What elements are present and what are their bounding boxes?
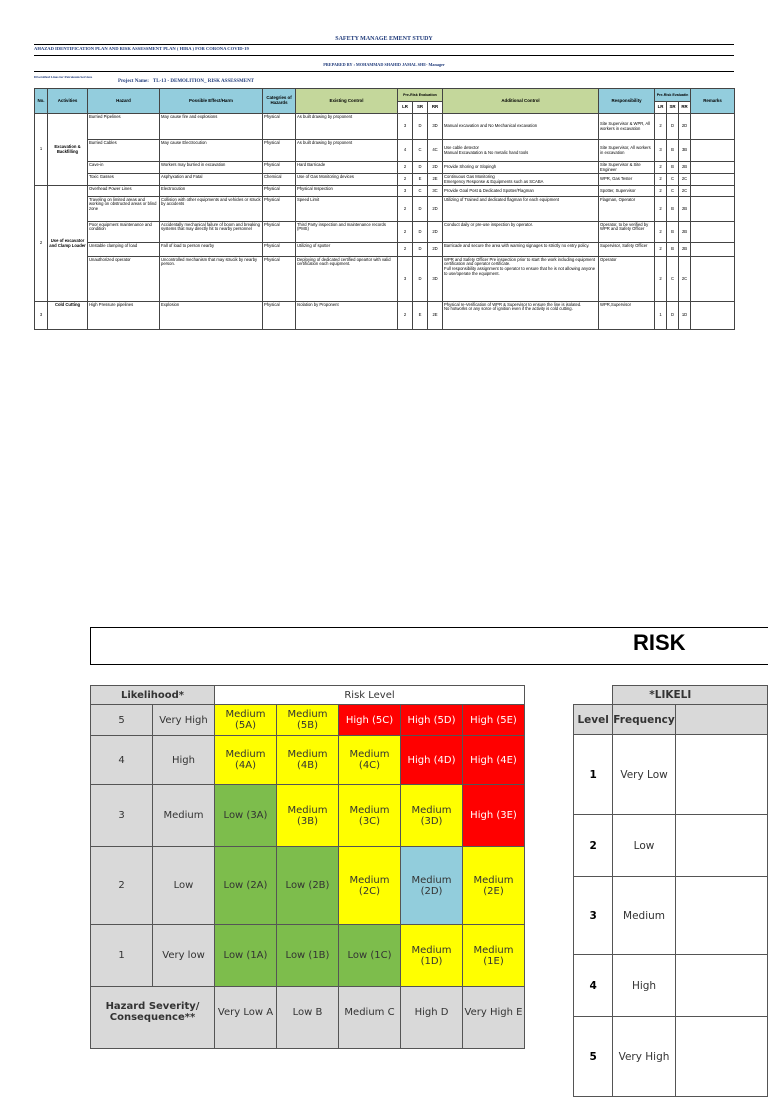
risk-cell: Low (2B) [277, 847, 339, 925]
category-cell: Physical [263, 162, 296, 174]
freq-description [675, 735, 767, 815]
remarks-cell [691, 302, 735, 330]
category-cell: Physical [263, 257, 296, 302]
category-cell: Physical [263, 302, 296, 330]
post-sr-cell: C [667, 186, 679, 197]
company-name: Diversified Lines for Petroleum Services [34, 75, 93, 79]
responsibility-cell: Spotter, Supervisor [599, 186, 655, 197]
lr-cell: 2 [398, 243, 413, 257]
freq-frequency: Very High [613, 1017, 675, 1097]
matrix-row [91, 925, 525, 987]
risk-cell: Low (1C) [339, 925, 401, 987]
project-name: TL-13 - DEMOLITION_ RISK ASSESSMENT [152, 79, 255, 84]
additional-control-cell: Continuous Gas Monitoring Emergency Response & Equipments such as SCABA [443, 174, 599, 186]
risk-cell: High (5D) [401, 705, 463, 736]
additional-control-cell: Utilizing of Trained and dedicated flagman for each equipment [443, 197, 599, 222]
hazard-cell: Unstable clamping of load [88, 243, 160, 257]
activity-number: 2 [35, 186, 48, 302]
additional-control-cell: Conduct daily or pre-use inspection by operator. [443, 222, 599, 243]
activity-name: Cold Cutting [48, 302, 88, 330]
sr-cell: D [413, 162, 428, 174]
freq-header-row [574, 705, 768, 735]
hazard-cell: High Pressure pipelines [88, 302, 160, 330]
matrix-header-row [91, 686, 525, 705]
level-header: Level [574, 705, 613, 735]
existing-control-cell: Physical Inspection [296, 186, 398, 197]
rr-cell: 2D [428, 197, 443, 222]
hazard-cell: Burried Pipelines [88, 114, 160, 140]
risk-cell: Low (1A) [215, 925, 277, 987]
severity-cell: Very Low A [215, 987, 277, 1049]
freq-level: 2 [574, 815, 613, 877]
effect-cell: Accidentally mechanical failure of boom and breaking systems that may directly hit to nearby personnel [160, 222, 263, 243]
freq-level: 5 [574, 1017, 613, 1097]
post-rr-cell: 2B [679, 197, 691, 222]
risk-cell: Medium (1D) [401, 925, 463, 987]
divider [34, 55, 734, 56]
category-cell: Physical [263, 243, 296, 257]
post-rr-cell: 3B [679, 140, 691, 162]
table-row [35, 140, 735, 162]
freq-frequency: Low [613, 815, 675, 877]
effect-cell: Fall of load to person nearby [160, 243, 263, 257]
effect-cell: Workers may burried in excavation [160, 162, 263, 174]
remarks-cell [691, 186, 735, 197]
risk-cell: Low (3A) [215, 785, 277, 847]
effect-cell: Asphyxation and Fatal [160, 174, 263, 186]
freq-row [574, 815, 768, 877]
post-lr-cell: 2 [655, 222, 667, 243]
category-cell: Physical [263, 186, 296, 197]
sr-cell: C [413, 140, 428, 162]
matrix-row [91, 847, 525, 925]
table-row [35, 114, 735, 140]
risk-cell: High (5C) [339, 705, 401, 736]
rr-cell: 2D [428, 243, 443, 257]
sr-cell: D [413, 114, 428, 140]
responsibility-cell: Operator [599, 257, 655, 302]
hazard-cell: Overhead Power Lines [88, 186, 160, 197]
post-lr-cell: 2 [655, 243, 667, 257]
rr-cell: 3D [428, 114, 443, 140]
lr-cell: 2 [398, 302, 413, 330]
hazard-cell: Burried Cables [88, 140, 160, 162]
lr-cell: 2 [398, 222, 413, 243]
post-lr-cell: 2 [655, 162, 667, 174]
freq-row [574, 877, 768, 955]
sr-cell: D [413, 197, 428, 222]
effect-cell: May cause Electrocution [160, 140, 263, 162]
risk-cell: Medium (4A) [215, 736, 277, 785]
severity-label: Hazard Severity/ Consequence** [91, 987, 215, 1049]
freq-title-row [574, 686, 768, 705]
category-cell: Physical [263, 197, 296, 222]
sr-cell: C [413, 186, 428, 197]
lr-cell: 3 [398, 257, 413, 302]
hazard-cell: Traveling on limited areas and working on obstructed areas or blind zone [88, 197, 160, 222]
col-existing: Existing Control [296, 89, 398, 114]
severity-cell: High D [401, 987, 463, 1049]
category-cell: Physical [263, 222, 296, 243]
col-responsibility: Responsibility [599, 89, 655, 114]
responsibility-cell: Site Supervisor & Site Engineer [599, 162, 655, 174]
additional-control-cell: Manual excavation and No Mechanical excavation [443, 114, 599, 140]
freq-blank-cell [675, 705, 767, 735]
freq-level: 3 [574, 877, 613, 955]
responsibility-cell: WPR, Gas Tester [599, 174, 655, 186]
table-row [35, 222, 735, 243]
post-rr-cell: 1D [679, 302, 691, 330]
col-remarks: Remarks [691, 89, 735, 114]
effect-cell: Electrocution [160, 186, 263, 197]
activity-name: Excavation & Backfilling [48, 114, 88, 186]
category-cell: Physical [263, 114, 296, 140]
risk-cell: High (4E) [463, 736, 525, 785]
risk-cell: High (4D) [401, 736, 463, 785]
existing-control-cell: As built drawing by proponent [296, 140, 398, 162]
remarks-cell [691, 114, 735, 140]
post-lr-cell: 1 [655, 302, 667, 330]
rr-cell: 4C [428, 140, 443, 162]
risk-cell: Medium (2E) [463, 847, 525, 925]
risk-level-header: Risk Level [215, 686, 525, 705]
effect-cell: Explosion [160, 302, 263, 330]
document-title: SAFETY MANAGE EMENT STUDY [335, 36, 433, 42]
risk-cell: High (5E) [463, 705, 525, 736]
additional-control-cell: Physical re-Verification of WPR & Supervisor to ensure the line is isolated. No hotworks or any sorce of ignition even if the activity is cold cutting. [443, 302, 599, 330]
col-effect: Possible Effect/Harm [160, 89, 263, 114]
existing-control-cell: Isolation by Proponent [296, 302, 398, 330]
post-sr-cell: B [667, 243, 679, 257]
additional-control-cell: Barricade and secure the area with warning signages to strictly no entry policy. [443, 243, 599, 257]
likelihood-table-title: *LIKELI [613, 686, 768, 705]
risk-cell: Low (2A) [215, 847, 277, 925]
likelihood-table [573, 685, 768, 1097]
rr-cell: 2E [428, 302, 443, 330]
likelihood-number: 2 [91, 847, 153, 925]
freq-description [675, 1017, 767, 1097]
post-lr-cell: 2 [655, 197, 667, 222]
col-sr: SR [413, 102, 428, 114]
post-rr-cell: 2B [679, 162, 691, 174]
responsibility-cell: Site Supervisor, All workers in excavation [599, 140, 655, 162]
col-rr: RR [428, 102, 443, 114]
post-sr-cell: B [667, 222, 679, 243]
freq-description [675, 955, 767, 1017]
matrix-row [91, 705, 525, 736]
lr-cell: 2 [398, 174, 413, 186]
post-lr-cell: 3 [655, 140, 667, 162]
post-rr-cell: 2D [679, 114, 691, 140]
sr-cell: D [413, 257, 428, 302]
lr-cell: 2 [398, 162, 413, 174]
col-category: Categries of Hazards [263, 89, 296, 114]
lr-cell: 4 [398, 140, 413, 162]
risk-cell: Medium (3D) [401, 785, 463, 847]
post-rr-cell: 2B [679, 243, 691, 257]
remarks-cell [691, 174, 735, 186]
likelihood-header: Likelihood* [91, 686, 215, 705]
rr-cell: 2E [428, 174, 443, 186]
table-row [35, 162, 735, 174]
effect-cell: May cause fire and explosions [160, 114, 263, 140]
post-lr-cell: 2 [655, 257, 667, 302]
likelihood-label: High [153, 736, 215, 785]
hazard-cell: Poor equipment maintenance and condition [88, 222, 160, 243]
freq-row [574, 735, 768, 815]
risk-matrix [90, 685, 525, 1049]
additional-control-cell: Provide Goal Post & Dedicated Spotter/Flagman [443, 186, 599, 197]
project-line [118, 79, 254, 84]
table-row [35, 197, 735, 222]
remarks-cell [691, 243, 735, 257]
freq-description [675, 877, 767, 955]
sr-cell: D [413, 222, 428, 243]
risk-cell: Medium (2C) [339, 847, 401, 925]
remarks-cell [691, 162, 735, 174]
freq-frequency: Medium [613, 877, 675, 955]
freq-frequency: High [613, 955, 675, 1017]
likelihood-label: Low [153, 847, 215, 925]
col-post-lr: LR [655, 102, 667, 114]
likelihood-label: Medium [153, 785, 215, 847]
responsibility-cell: WPR,Supervisor [599, 302, 655, 330]
freq-row [574, 955, 768, 1017]
severity-cell: Low B [277, 987, 339, 1049]
post-rr-cell: 2C [679, 257, 691, 302]
likelihood-number: 1 [91, 925, 153, 987]
lr-cell: 2 [398, 197, 413, 222]
hira-table [34, 88, 735, 330]
risk-title: RISK [633, 630, 686, 655]
activity-number: 3 [35, 302, 48, 330]
category-cell: Chemical [263, 174, 296, 186]
hazard-cell: Toxic Gasses [88, 174, 160, 186]
sr-cell: D [413, 243, 428, 257]
post-rr-cell: 2C [679, 174, 691, 186]
frequency-header: Frequency [613, 705, 675, 735]
hazard-cell: Unauthorized operator [88, 257, 160, 302]
additional-control-cell: Use cable detector Manual Excavatation & No metalic hand tools [443, 140, 599, 162]
remarks-cell [691, 140, 735, 162]
rr-cell: 3D [428, 257, 443, 302]
responsibility-cell: Flagman, Operator [599, 197, 655, 222]
lr-cell: 3 [398, 114, 413, 140]
existing-control-cell: As built drawing by proponent [296, 114, 398, 140]
rr-cell: 2D [428, 222, 443, 243]
col-pre-risk: Pre-Risk Evaluation [398, 89, 443, 102]
col-lr: LR [398, 102, 413, 114]
responsibility-cell: Supervisor, Safety Officer [599, 243, 655, 257]
likelihood-number: 5 [91, 705, 153, 736]
post-lr-cell: 2 [655, 186, 667, 197]
risk-cell: Medium (3C) [339, 785, 401, 847]
responsibility-cell: Operator, to be verified by WPR and Safety Officer [599, 222, 655, 243]
existing-control-cell: Speed Limit [296, 197, 398, 222]
col-post-risk: Pre-Risk Evaluatin [655, 89, 691, 102]
col-activities: Activities [48, 89, 88, 114]
likelihood-label: Very High [153, 705, 215, 736]
activity-name: Use of excavator and Clamp Loader [48, 186, 88, 302]
document-subtitle: AHAZAD IDENTIFICATION PLAN AND RISK ASSESSMENT PLAN ( HIRA ) FOR CORONA COVID-19 [34, 46, 249, 51]
freq-frequency: Very Low [613, 735, 675, 815]
col-additional: Additional Control [443, 89, 599, 114]
rr-cell: 3C [428, 186, 443, 197]
existing-control-cell: Hard Barricade [296, 162, 398, 174]
matrix-row [91, 736, 525, 785]
severity-cell: Very High E [463, 987, 525, 1049]
risk-cell: Medium (1E) [463, 925, 525, 987]
post-lr-cell: 2 [655, 114, 667, 140]
existing-control-cell: Utilizing of spotter [296, 243, 398, 257]
table-row [35, 243, 735, 257]
post-rr-cell: 2C [679, 186, 691, 197]
remarks-cell [691, 197, 735, 222]
table-row [35, 302, 735, 330]
category-cell: Physical [263, 140, 296, 162]
severity-row [91, 987, 525, 1049]
col-post-sr: SR [667, 102, 679, 114]
post-sr-cell: B [667, 140, 679, 162]
post-lr-cell: 2 [655, 174, 667, 186]
divider [34, 44, 734, 45]
freq-row [574, 1017, 768, 1097]
post-sr-cell: D [667, 302, 679, 330]
post-rr-cell: 2B [679, 222, 691, 243]
sr-cell: E [413, 302, 428, 330]
table-row [35, 174, 735, 186]
post-sr-cell: B [667, 197, 679, 222]
risk-cell: Medium (4B) [277, 736, 339, 785]
effect-cell: Uncontrolled mechanism that may strucik by nearby person. [160, 257, 263, 302]
table-row [35, 186, 735, 197]
divider [34, 71, 734, 72]
remarks-cell [691, 257, 735, 302]
responsibility-cell: Site Supervisor & WPR, All workers in excavation [599, 114, 655, 140]
risk-cell: Medium (3B) [277, 785, 339, 847]
col-post-rr: RR [679, 102, 691, 114]
table-row [35, 257, 735, 302]
risk-cell: Medium (5B) [277, 705, 339, 736]
risk-cell: Medium (4C) [339, 736, 401, 785]
post-sr-cell: D [667, 114, 679, 140]
existing-control-cell: Third Party inspection and maintenance records (PMS) [296, 222, 398, 243]
risk-cell: High (3E) [463, 785, 525, 847]
post-sr-cell: C [667, 257, 679, 302]
post-sr-cell: B [667, 162, 679, 174]
likelihood-label: Very low [153, 925, 215, 987]
project-label: Project Name: [118, 79, 149, 84]
sr-cell: E [413, 174, 428, 186]
severity-cell: Medium C [339, 987, 401, 1049]
col-no: No. [35, 89, 48, 114]
freq-spacer [574, 686, 613, 705]
risk-cell: Medium (5A) [215, 705, 277, 736]
col-hazard: Hazard [88, 89, 160, 114]
rr-cell: 2D [428, 162, 443, 174]
prepared-by: PREPARED BY : MOHAMMAD SHAHID JAMAL SHE- Manager [323, 62, 445, 67]
remarks-cell [691, 222, 735, 243]
risk-cell: Medium (2D) [401, 847, 463, 925]
likelihood-number: 3 [91, 785, 153, 847]
existing-control-cell: Deploying of dedicated certified opeartor with valid certification each equipment. [296, 257, 398, 302]
additional-control-cell: WPR and Safety Officer Pre inspection prior to start the work including equipment certification and operator certificate. Full responsibility assignment to operator to ensure that he is not allowing anyone to use/operate the equipment. [443, 257, 599, 302]
additional-control-cell: Provide Shoring or Slopingh [443, 162, 599, 174]
freq-level: 1 [574, 735, 613, 815]
lr-cell: 3 [398, 186, 413, 197]
freq-description [675, 815, 767, 877]
existing-control-cell: Use of Gas Monitoring devices [296, 174, 398, 186]
effect-cell: Collision with other equipments and vehicles or struck by accidents [160, 197, 263, 222]
post-sr-cell: C [667, 174, 679, 186]
freq-level: 4 [574, 955, 613, 1017]
risk-cell: Low (1B) [277, 925, 339, 987]
likelihood-number: 4 [91, 736, 153, 785]
hazard-cell: Cave-in [88, 162, 160, 174]
matrix-row [91, 785, 525, 847]
activity-number: 1 [35, 114, 48, 186]
